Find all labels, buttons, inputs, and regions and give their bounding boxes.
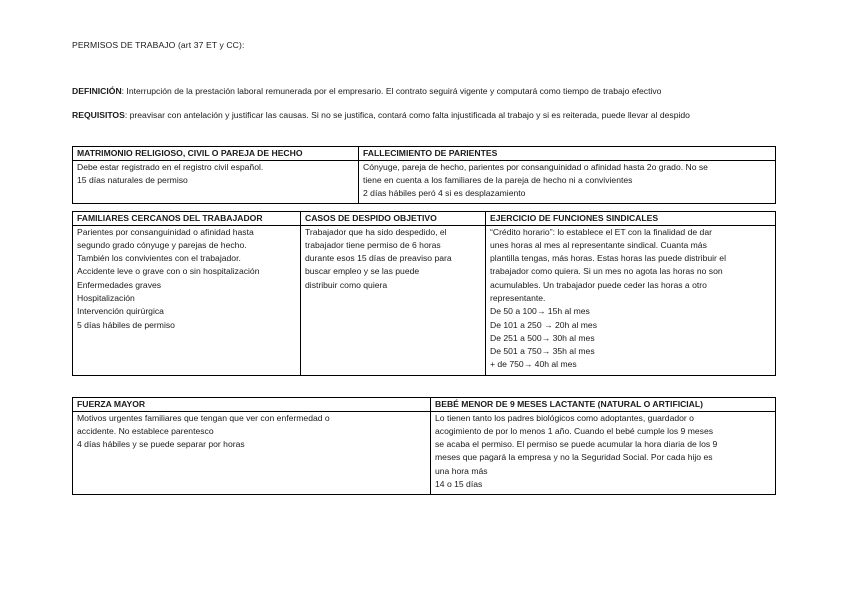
- requirements-paragraph: [72, 109, 772, 123]
- cell-line: durante esos 15 días de preaviso para: [305, 253, 452, 264]
- cell-line: segundo grado cónyuge y parejas de hecho.: [77, 239, 247, 250]
- cell-line: “Crédito horario”: lo establece el ET con la finalidad de dar: [490, 226, 712, 237]
- cell-line: tiene en cuenta a los familiares de la pareja de hecho ni a convivientes: [363, 174, 633, 185]
- cell-line: Accidente leve o grave con o sin hospitalización: [77, 266, 260, 277]
- cell-line: se acaba el permiso. El permiso se puede acumular la hora diaria de los 9: [435, 439, 718, 450]
- cell-line: accidente. No establece parentesco: [77, 425, 214, 436]
- cell-line: Intervención quirúrgica: [77, 306, 164, 317]
- definition-paragraph: [72, 85, 772, 98]
- cell-line: De 251 a 500→ 30h al mes: [490, 332, 595, 343]
- cell-line: acogimiento de por lo menos 1 año. Cuando el bebé cumple los 9 meses: [435, 425, 714, 436]
- header-fallecimiento: FALLECIMIENTO DE PARIENTES: [359, 147, 776, 161]
- header-despido: CASOS DE DESPIDO OBJETIVO: [301, 212, 486, 226]
- table-force-majeure-infant: [72, 397, 776, 495]
- cell-line: plantilla tengas, más horas. Estas horas las puede distribuir el: [490, 253, 726, 264]
- cell-line: De 50 a 100→ 15h al mes: [490, 306, 590, 317]
- table-marriage-bereavement: [72, 146, 776, 204]
- cell-matrimonio: [73, 160, 359, 203]
- cell-line: Enfermedades graves: [77, 279, 162, 290]
- header-familiares: FAMILIARES CERCANOS DEL TRABAJADOR: [73, 212, 301, 226]
- cell-line: 14 o 15 días: [435, 478, 483, 489]
- cell-line: + de 750→ 40h al mes: [490, 359, 577, 370]
- header-fuerza-mayor: FUERZA MAYOR: [73, 398, 431, 412]
- cell-line: unes horas al mes al representante sindical. Cuanta más: [490, 239, 707, 250]
- cell-line: Parientes por consanguinidad o afinidad hasta: [77, 226, 254, 237]
- cell-line: trabajador como quiera. Si un mes no agota las horas no son: [490, 266, 723, 277]
- cell-line: Motivos urgentes familiares que tengan que ver con enfermedad o: [77, 412, 330, 423]
- cell-line: acumulables. Un trabajador puede ceder las horas a otro: [490, 279, 707, 290]
- cell-line: Debe estar registrado en el registro civil español.: [77, 161, 264, 172]
- cell-line: 4 días hábiles y se puede separar por horas: [77, 439, 245, 450]
- cell-line: Hospitalización: [77, 292, 135, 303]
- cell-fallecimiento: [359, 160, 776, 203]
- requirements-text: : preavisar con antelación y justificar las causas. Si no se justifica, contará como falta injustificada al trabajo y si es reiterada, puede llevar al despido: [124, 110, 690, 120]
- cell-line: De 101 a 250 → 20h al mes: [490, 319, 598, 330]
- header-matrimonio: MATRIMONIO RELIGIOSO, CIVIL O PAREJA DE HECHO: [73, 147, 359, 161]
- definition-text: : Interrupción de la prestación laboral remunerada por el empresario. El contrato seguirá vigente y computará como tiempo de trabajo efectivo: [121, 86, 662, 96]
- cell-bebe-lactante: [431, 411, 776, 494]
- cell-line: una hora más: [435, 465, 488, 476]
- cell-line: 15 días naturales de permiso: [77, 174, 188, 185]
- cell-line: Cónyuge, pareja de hecho, parientes por consanguinidad o afinidad hasta 2o grado. No se: [363, 161, 708, 172]
- page-title: PERMISOS DE TRABAJO (art 37 ET y CC):: [72, 40, 245, 50]
- cell-familiares: [73, 225, 301, 375]
- cell-line: trabajador tiene permiso de 6 horas: [305, 239, 441, 250]
- header-bebe-lactante: BEBÉ MENOR DE 9 MESES LACTANTE (NATURAL O ARTIFICIAL): [431, 398, 776, 412]
- cell-line: También los convivientes con el trabajador.: [77, 253, 241, 264]
- requirements-label: REQUISITOS: [72, 110, 125, 120]
- cell-line: Lo tienen tanto los padres biológicos como adoptantes, guardador o: [435, 412, 694, 423]
- cell-line: buscar empleo y se las puede: [305, 266, 420, 277]
- cell-fuerza-mayor: [73, 411, 431, 494]
- cell-line: meses que pagará la empresa y no la Seguridad Social. Por cada hijo es: [435, 452, 713, 463]
- table-family-dismissal-union: [72, 211, 776, 376]
- cell-line: 5 días hábiles de permiso: [77, 319, 175, 330]
- cell-sindicales: [486, 225, 776, 375]
- cell-line: Trabajador que ha sido despedido, el: [305, 226, 447, 237]
- cell-line: De 501 a 750→ 35h al mes: [490, 346, 595, 357]
- cell-despido: [301, 225, 486, 375]
- cell-line: 2 días hábiles peró 4 si es desplazamiento: [363, 188, 526, 199]
- header-sindicales: EJERCICIO DE FUNCIONES SINDICALES: [486, 212, 776, 226]
- cell-line: representante.: [490, 292, 546, 303]
- cell-line: distribuir como quiera: [305, 279, 388, 290]
- definition-label: DEFINICIÓN: [72, 86, 122, 96]
